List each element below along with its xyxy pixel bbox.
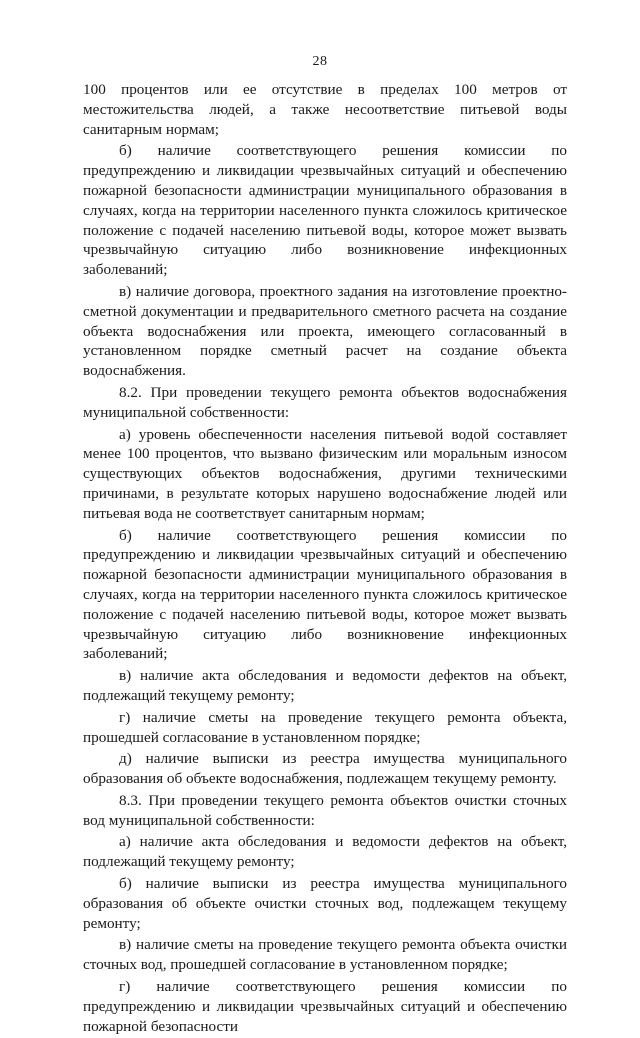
paragraph-8-3-item-v: в) наличие сметы на проведение текущего ремонта объекта очистки сточных вод, прошедшей согласование в установленном порядке; — [83, 936, 567, 974]
paragraph-continuation: 100 процентов или ее отсутствие в пределах 100 метров от местожительства людей, а также несоответствие питьевой воды санитарным нормам; — [83, 81, 567, 138]
paragraph-8-3-item-a: а) наличие акта обследования и ведомости дефектов на объект, подлежащий текущему ремонту; — [83, 833, 567, 871]
document-body — [83, 80, 567, 1038]
paragraph-8-2-item-d: д) наличие выписки из реестра имущества муниципального образования об объекте водоснабжения, подлежащем текущему ремонту. — [83, 750, 567, 788]
section-8-2-heading: 8.2. При проведении текущего ремонта объектов водоснабжения муниципальной собственности: — [83, 383, 567, 421]
paragraph-8-2-item-a: а) уровень обеспеченности населения питьевой водой составляет менее 100 процентов, что вызвано физическим или моральным износом существующих объектов водоснабжения, другими техническими причинами, в результате которых нарушено водоснабжение людей или питьевая вода не соответствует санитарным нормам; — [83, 425, 567, 522]
paragraph-8-2-item-v: в) наличие акта обследования и ведомости дефектов на объект, подлежащий текущему ремонту; — [83, 667, 567, 704]
paragraph-8-3-item-b: б) наличие выписки из реестра имущества муниципального образования об объекте очистки сточных вод, подлежащем текущему ремонту; — [83, 875, 567, 932]
paragraph-item-v: в) наличие договора, проектного задания на изготовление проектно-сметной документации и предварительного сметного расчета на создание объекта водоснабжения или проекта, имеющего согласованный в установленном порядке сметный расчет на создание объекта водоснабжения. — [83, 282, 567, 380]
section-8-3-heading: 8.3. При проведении текущего ремонта объектов очистки сточных вод муниципальной собственности: — [83, 791, 567, 829]
paragraph-item-b: б) наличие соответствующего решения комиссии по предупреждению и ликвидации чрезвычайных ситуаций и обеспечению пожарной безопасности администрации муниципального образования в случаях, когда на территории населенного пункта сложилось критическое положение с подачей населению питьевой воды, которое может вызвать чрезвычайную ситуацию либо возникновение инфекционных заболеваний; — [83, 142, 567, 279]
paragraph-8-3-item-g: г) наличие соответствующего решения комиссии по предупреждению и ликвидации чрезвычайных ситуаций и обеспечению пожарной безопасности — [83, 978, 567, 1035]
page-number: 28 — [312, 54, 328, 69]
paragraph-8-2-item-g: г) наличие сметы на проведение текущего ремонта объекта, прошедшей согласование в установленном порядке; — [83, 708, 567, 746]
paragraph-8-2-item-b: б) наличие соответствующего решения комиссии по предупреждению и ликвидации чрезвычайных ситуаций и обеспечению пожарной безопасности администрации муниципального образования в случаях, когда на территории населенного пункта сложилось критическое положение с подачей населению питьевой воды, которое может вызвать чрезвычайную ситуацию либо возникновение инфекционных заболеваний; — [83, 526, 567, 663]
